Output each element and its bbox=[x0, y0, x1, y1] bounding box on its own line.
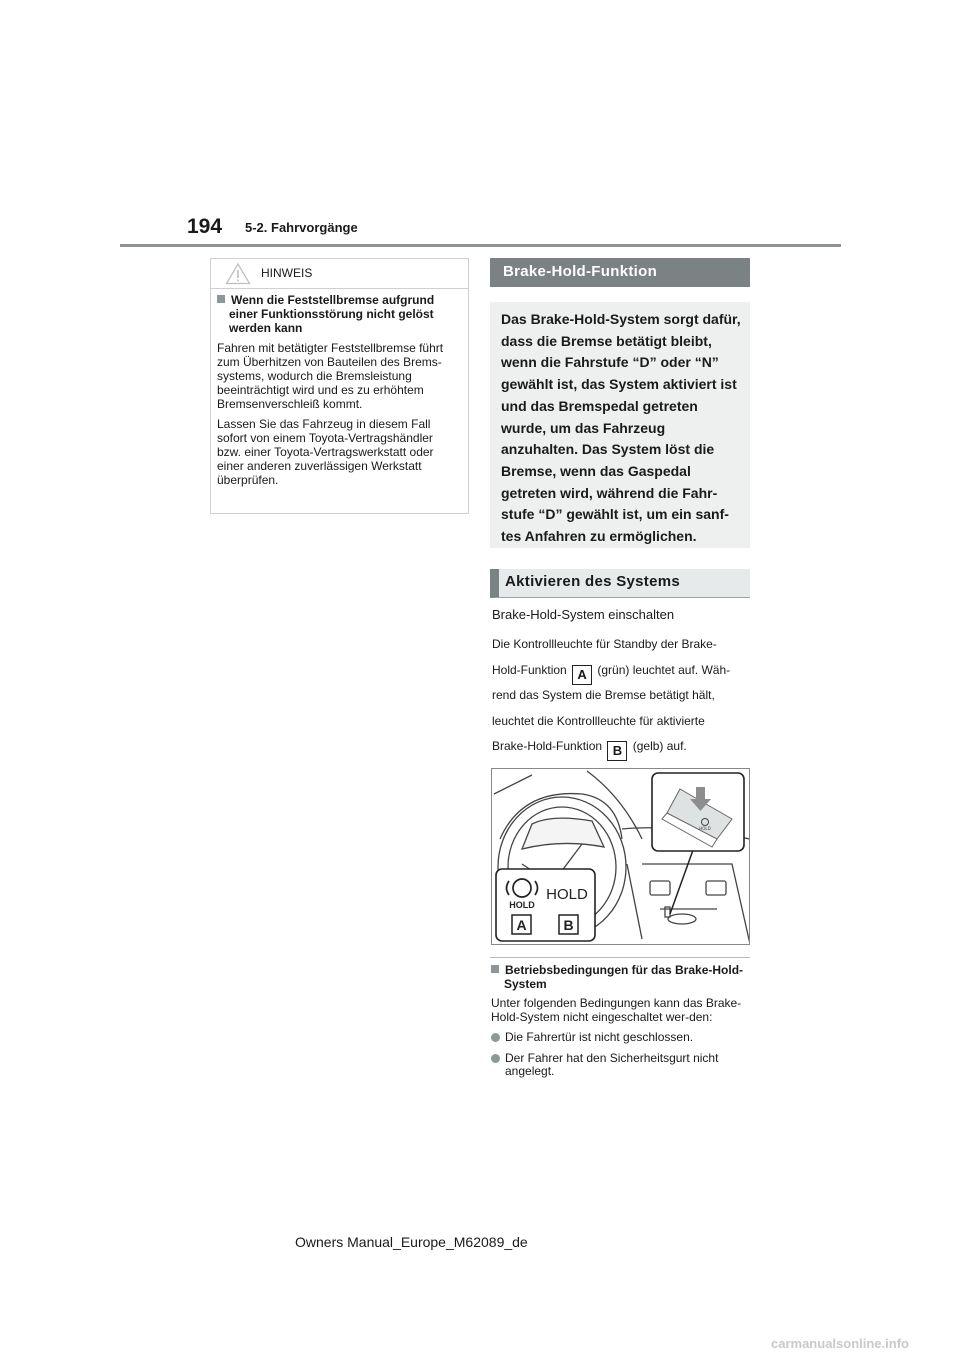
conditions-title: Betriebsbedingungen für das Brake-Hold-System bbox=[491, 964, 753, 991]
step-description: Die Kontrollleuchte für Standby der Brake- Hold-Funktion A (grün) leuchtet auf. Wäh- rend das System die Bremse betätigt hält, leuchtet die Kontrollleuchte für aktivierte Brake-Hold-Funktion B (gelb) auf. bbox=[492, 632, 762, 760]
notice-label: HINWEIS bbox=[261, 266, 313, 280]
bullet-dot-icon bbox=[491, 1054, 500, 1063]
notice-paragraph: Fahren mit betätigter Feststellbremse führt zum Überhitzen von Bauteilen des Brems-systems, wodurch die Bremsleistung beeinträchtigt wird und es zu erhöhtem Bremsenverschleiß kommt. bbox=[217, 341, 444, 411]
notice-header bbox=[211, 259, 468, 289]
main-heading: Brake-Hold-Funktion bbox=[490, 258, 750, 287]
watermark: carmanualsonline.info bbox=[771, 1336, 909, 1351]
bullet-dot-icon bbox=[491, 1033, 500, 1042]
figure-tag-b: B bbox=[563, 917, 574, 933]
indicator-tag-b: B bbox=[607, 741, 627, 761]
dashboard-drawing bbox=[492, 769, 750, 945]
notice-paragraph: Lassen Sie das Fahrzeug in diesem Fall sofort von einem Toyota-Vertragshändler bzw. einer Toyota-Vertragswerkstatt oder einer anderen zuverlässigen Werkstatt überprüfen. bbox=[217, 417, 434, 487]
warning-icon bbox=[225, 262, 251, 285]
notice-body bbox=[211, 289, 468, 487]
subheading: Aktivieren des Systems bbox=[490, 569, 750, 598]
section-divider bbox=[490, 957, 750, 958]
conditions-text: Unter folgenden Bedingungen kann das Brake-Hold-System nicht eingeschaltet wer-den: bbox=[491, 996, 742, 1024]
square-bullet-icon bbox=[491, 965, 499, 973]
list-item: Die Fahrertür ist nicht geschlossen. bbox=[491, 1031, 753, 1045]
notice-box bbox=[210, 258, 469, 514]
conditions-section bbox=[491, 964, 753, 1086]
page-number: 194 bbox=[187, 215, 223, 238]
figure-tag-a: A bbox=[516, 917, 527, 933]
switch-label: HOLD bbox=[699, 826, 711, 831]
header-divider bbox=[120, 244, 841, 247]
step-title: Brake-Hold-System einschalten bbox=[492, 607, 675, 622]
indicator-tag-a: A bbox=[572, 665, 592, 685]
footer-text: Owners Manual_Europe_M62089_de bbox=[295, 1234, 528, 1250]
intro-box: Das Brake-Hold-System sorgt dafür, dass die Bremse betätigt bleibt, wenn die Fahrstufe “D” oder “N” gewählt ist, das System aktiviert ist und das Bremspedal getreten wurde, um das Fahrzeug anzuhalten. Das System löst die Bremse, wenn das Gaspedal getreten wird, während die Fahr-stufe “D” gewählt ist, um ein sanf-tes Anfahren zu ermöglichen. bbox=[490, 302, 750, 548]
notice-title: Wenn die Feststellbremse aufgrund einer Funktionsstörung nicht gelöst werden kann bbox=[217, 293, 460, 335]
dashboard-illustration bbox=[491, 768, 750, 945]
square-bullet-icon bbox=[217, 295, 225, 303]
list-item: Der Fahrer hat den Sicherheitsgurt nicht angelegt. bbox=[491, 1052, 753, 1079]
svg-text:HOLD: HOLD bbox=[509, 900, 535, 910]
section-title: 5-2. Fahrvorgänge bbox=[245, 220, 358, 235]
hold-active-indicator: HOLD bbox=[546, 886, 588, 903]
